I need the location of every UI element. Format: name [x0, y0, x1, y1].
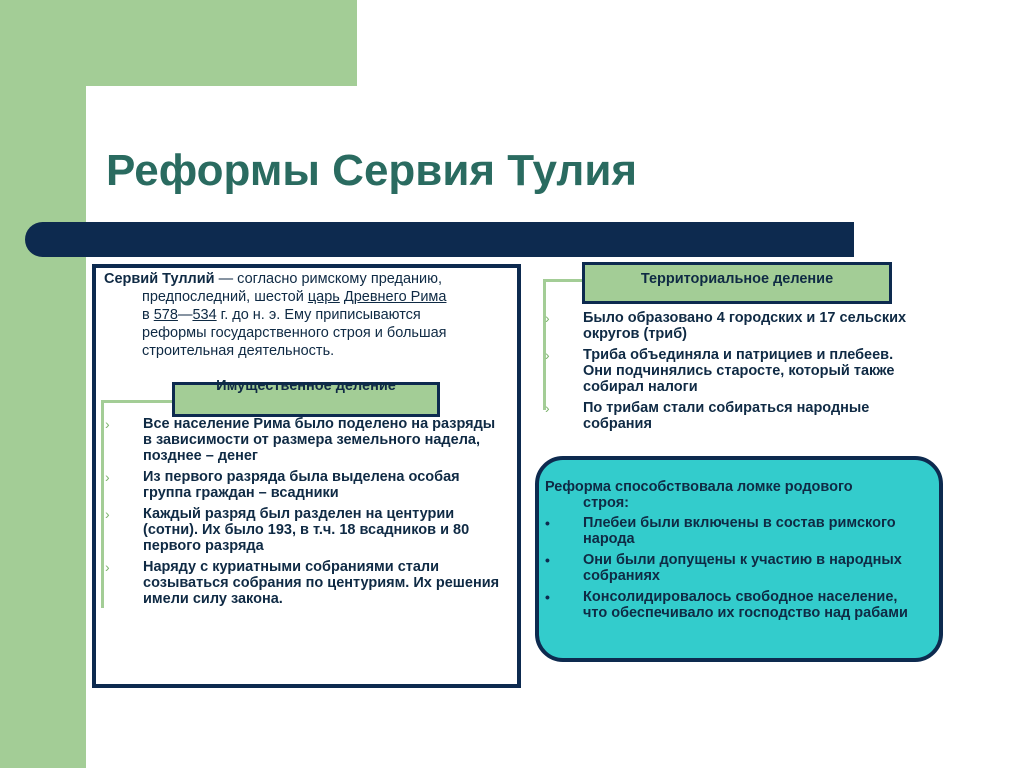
list-item: • Плебеи были включены в состав римского народа — [545, 515, 925, 547]
list-item: › По трибам стали собираться народные собрания — [545, 400, 915, 432]
list-item: › Было образовано 4 городских и 17 сельских округов (триб) — [545, 310, 915, 342]
link-578[interactable]: 578 — [153, 307, 178, 323]
intro-line3: в — [142, 307, 154, 323]
link-534[interactable]: 534 — [192, 307, 217, 323]
property-list — [105, 416, 500, 612]
link-ancient-rome[interactable]: Древнего Рима — [343, 289, 447, 305]
background-green-stripe — [0, 0, 86, 768]
result-lead — [545, 479, 925, 511]
link-tsar[interactable]: царь — [307, 289, 340, 305]
intro-text — [104, 270, 504, 360]
property-header-label: Имущественное деление — [216, 378, 396, 394]
intro-line2: предпоследний, шестой — [142, 289, 308, 305]
background-green-top — [0, 0, 357, 86]
result-list — [545, 515, 925, 626]
intro-line1: — согласно римскому преданию, — [214, 271, 443, 287]
list-item: • Они были допущены к участию в народных собраниях — [545, 552, 925, 584]
result-lead-line1: Реформа способствовала ломке родового — [545, 479, 853, 495]
slide-title: Реформы Сервия Тулия — [106, 146, 638, 195]
list-item: › Наряду с куриатными собраниями стали созываться собрания по центуриям. Их решения имели силу закона. — [105, 559, 500, 607]
intro-line5: строительная деятельность. — [142, 343, 335, 359]
intro-line4: реформы государственного строя и большая — [142, 325, 447, 341]
list-item: › Каждый разряд был разделен на центурии (сотни). Их было 193, в т.ч. 18 всадников и 80 первого разряда — [105, 506, 500, 554]
intro-line3-rest: г. до н. э. Ему приписываются — [216, 307, 421, 323]
result-lead-line2: строя: — [583, 495, 629, 511]
title-underline-bar — [25, 222, 854, 257]
list-item: › Все население Рима было поделено на разряды в зависимости от размера земельного надела, позднее – денег — [105, 416, 500, 464]
list-item: • Консолидировалось свободное население, что обеспечивало их господство над рабами — [545, 589, 925, 621]
intro-name: Сервий Туллий — [104, 271, 215, 287]
property-header — [172, 378, 440, 417]
intro-dash: — — [177, 307, 193, 323]
list-item: › Триба объединяла и патрициев и плебеев. Они подчинялись старосте, который также собирал налоги — [545, 347, 915, 395]
territorial-list — [545, 310, 915, 437]
territorial-header: Территориальное деление — [582, 262, 892, 304]
list-item: › Из первого разряда была выделена особая группа граждан – всадники — [105, 469, 500, 501]
